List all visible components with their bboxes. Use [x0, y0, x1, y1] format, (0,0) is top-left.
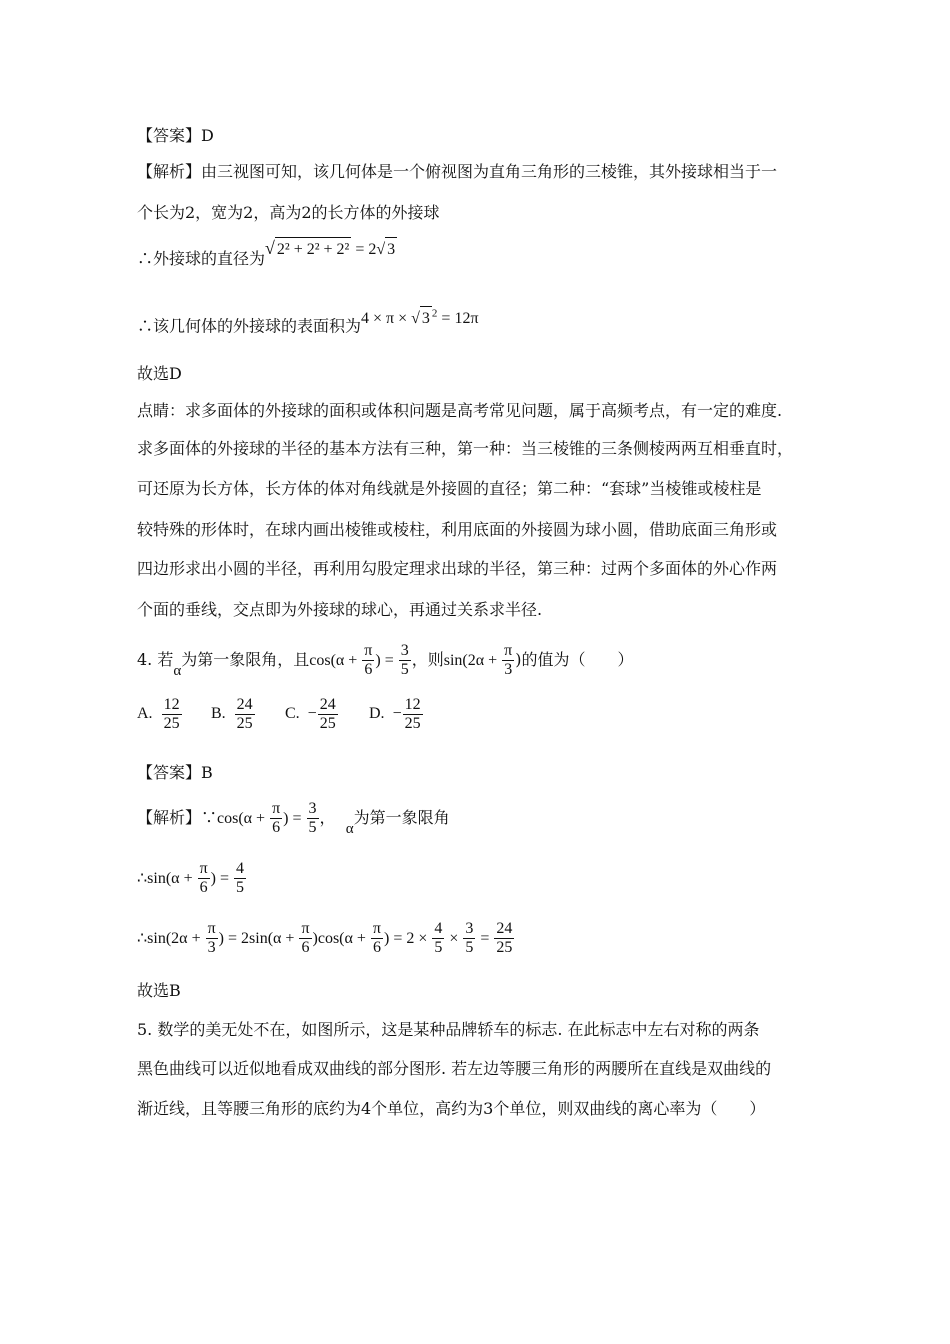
q3-diameter-result-root: 3 [385, 237, 397, 262]
q3-answer: 【答案】D [137, 126, 214, 145]
q4-analysis-eq: ) = [283, 810, 306, 827]
frac-num: 24 [496, 920, 513, 937]
q4-pi-num-2: π [504, 642, 513, 659]
option-den: 25 [236, 715, 253, 732]
q4-option-c [285, 696, 339, 733]
q4-option-b [211, 696, 256, 733]
q4-analysis-line-1 [137, 800, 450, 837]
option-sign: − [392, 705, 402, 723]
frac-den: 6 [372, 939, 381, 956]
q4-pi-num: π [364, 642, 373, 659]
q4-sin-a: sin(2α + [443, 652, 502, 669]
frac-den: 25 [496, 939, 513, 956]
frac-den: 3 [207, 939, 216, 956]
frac-den: 6 [272, 819, 281, 836]
option-label: C. [285, 705, 300, 723]
q4-step-times: × [445, 930, 463, 947]
option-label: A. [137, 705, 153, 723]
q3-analysis-line-2: 个长为2，宽为2，高为2的长方体的外接球 [137, 203, 440, 222]
q3-comment-line-3: 可还原为长方体，长方体的体对角线就是外接圆的直径；第二种：“套球”当棱锥或棱柱是 [137, 479, 762, 498]
q3-comment-line-1: 点睛：求多面体的外接球的面积或体积问题是高考常见问题，属于高频考点，有一定的难度. [137, 401, 783, 420]
q4-sin-eq: ) = [210, 870, 234, 887]
option-sign: − [307, 705, 317, 723]
frac-num: π [272, 800, 281, 817]
q4-stem-b: 为第一象限角，且 [181, 650, 310, 669]
q3-analysis-line-1: 【解析】由三视图可知，该几何体是一个俯视图为直角三角形的三棱锥，其外接球相当于一 [137, 162, 778, 181]
frac-den: 6 [199, 879, 208, 896]
q4-analysis-cos: cos(α + [217, 810, 270, 827]
frac-den: 5 [434, 939, 443, 956]
q4-three-den: 3 [504, 661, 513, 678]
q3-area-root: 3 [420, 306, 432, 331]
q5-line-2: 黑色曲线可以近似地看成双曲线的部分图形. 若左边等腰三角形的两腰所在直线是双曲线的 [137, 1059, 772, 1078]
frac-num: π [199, 860, 208, 877]
option-num: 12 [404, 696, 421, 713]
q3-area-expr-a: 4 × π × [361, 310, 412, 328]
q4-stem [137, 642, 633, 679]
q3-diameter-radicand: 2² + 2² + 2² [275, 237, 351, 262]
q4-stem-c: ，则 [411, 650, 444, 669]
q4-step-prefix: ∴sin(2α + [137, 930, 205, 947]
q5-line-1: 5. 数学的美无处不在，如图所示，这是某种品牌轿车的标志. 在此标志中左右对称的两条 [137, 1020, 760, 1039]
option-den: 25 [163, 715, 180, 732]
q4-analysis-suffix: 为第一象限角 [353, 808, 450, 827]
q3-comment-line-2: 求多面体的外接球的半径的基本方法有三种，第一种：当三棱锥的三条侧棱两两互相垂直时， [137, 439, 794, 458]
q3-comment-line-5: 四边形求出小圆的半径，再利用勾股定理求出球的半径，第三种：过两个多面体的外心作两 [137, 559, 778, 578]
q4-close-eq: ) = [375, 652, 398, 669]
frac-num: 4 [236, 860, 245, 877]
frac-den: 5 [236, 879, 245, 896]
q4-analysis-alpha: α [345, 821, 354, 837]
q4-step-mid2: )cos(α + [312, 930, 370, 947]
q4-step-mid1: ) = 2sin(α + [218, 930, 299, 947]
q4-step-eq: = [476, 930, 494, 947]
q4-alpha: α [173, 663, 182, 679]
option-den: 25 [404, 715, 421, 732]
frac-den: 6 [301, 939, 310, 956]
q4-answer: 【答案】B [137, 763, 213, 782]
frac-num: π [207, 920, 216, 937]
q4-analysis-prefix: 【解析】∵ [137, 808, 218, 827]
q3-diameter-formula: √ 2² + 2² + 2² = 2√ 3 [265, 241, 397, 258]
frac-num: π [372, 920, 381, 937]
frac-den: 5 [308, 819, 317, 836]
q3-area-formula: 4 × π × √ 3 $^2$ = 12π [361, 310, 479, 327]
q5-line-3: 渐近线，且等腰三角形的底约为4个单位，高约为3个单位，则双曲线的离心率为（ ） [137, 1099, 766, 1118]
q4-three-fifths [399, 642, 411, 679]
option-num: 24 [319, 696, 336, 713]
q4-stem-d: )的值为（ ） [515, 650, 634, 669]
q3-comment-line-4: 较特殊的形体时，在球内画出棱锥或棱柱，利用底面的外接圆为球小圆，借助底面三角形或 [137, 520, 778, 539]
q4-step-mid3: ) = 2 × [383, 930, 432, 947]
q4-option-d [369, 696, 424, 733]
frac-num: 3 [465, 920, 474, 937]
option-label: D. [369, 705, 385, 723]
q3-diameter-prefix: ∴外接球的直径为 [137, 249, 266, 268]
q4-option-a [137, 696, 183, 733]
q4-sin-line [137, 860, 247, 897]
q4-step-line [137, 920, 515, 957]
q4-choose: 故选B [137, 981, 181, 1000]
q4-pi-over-3 [502, 642, 514, 679]
q3-choose: 故选D [137, 364, 182, 383]
frac-num: 3 [308, 800, 317, 817]
frac-num: 4 [434, 920, 443, 937]
option-label: B. [211, 705, 226, 723]
q3-area-expr-b: = 12π [437, 310, 479, 328]
option-num: 12 [163, 696, 180, 713]
q3-comment-line-6: 个面的垂线，交点即为外接球的球心，再通过关系求半径. [137, 600, 543, 619]
option-den: 25 [319, 715, 336, 732]
option-num: 24 [236, 696, 253, 713]
frac-num: π [301, 920, 310, 937]
q3-area-prefix: ∴该几何体的外接球的表面积为 [137, 316, 362, 336]
q3-area-line [137, 310, 479, 339]
q4-three-num: 3 [400, 642, 409, 659]
q3-diameter-result: = 2 [351, 241, 377, 258]
q4-stem-a: 4. 若 [137, 650, 174, 669]
q4-analysis-comma: ， [319, 808, 336, 827]
q4-six-den: 6 [364, 661, 373, 678]
q4-pi-over-6 [362, 642, 374, 679]
q4-five-den: 5 [400, 661, 409, 678]
q3-diameter-line [137, 238, 397, 272]
q4-cos-a: cos(α + [309, 652, 362, 669]
q4-sin-prefix: ∴sin(α + [137, 870, 197, 887]
frac-den: 5 [465, 939, 474, 956]
